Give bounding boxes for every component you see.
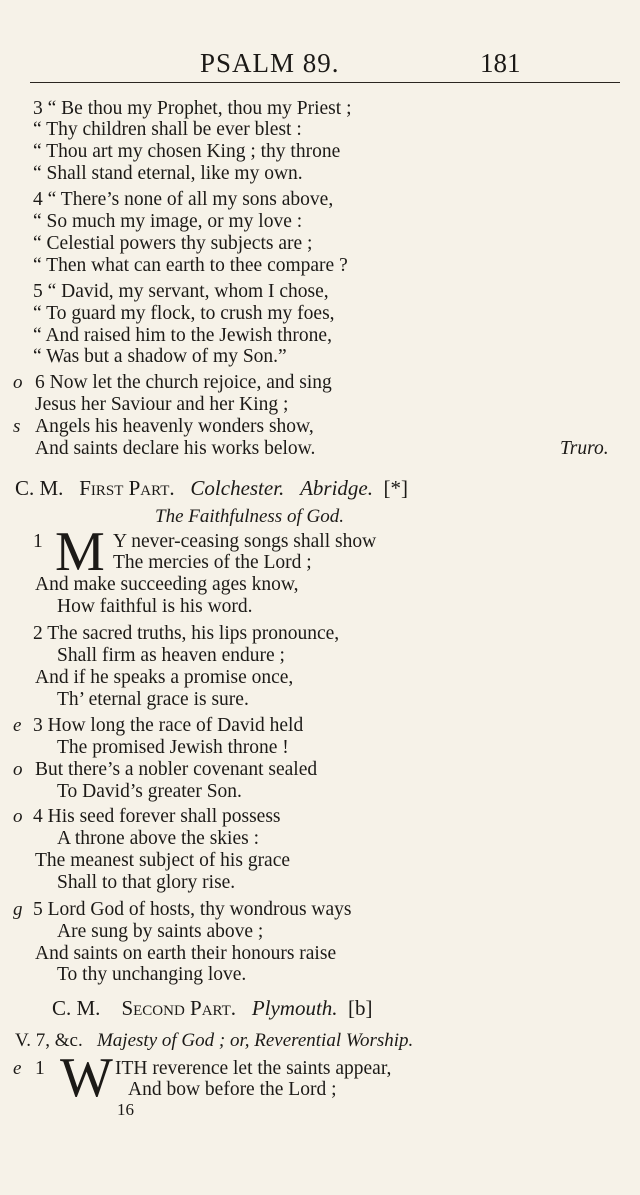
verse-line: 3 How long the race of David held [33, 715, 304, 736]
verse-line: 6 Now let the church rejoice, and sing [35, 372, 332, 393]
verse-line: “ And raised him to the Jewish throne, [33, 325, 332, 346]
dynamic-mark: e [13, 715, 22, 736]
verse-line: “ Thou art my chosen King ; thy throne [33, 141, 341, 162]
verse-line: The promised Jewish throne ! [57, 737, 289, 758]
verse-line: Y never-ceasing songs shall show [113, 531, 377, 552]
verse-line: 5 Lord God of hosts, thy wondrous ways [33, 899, 352, 920]
verse-line: To David’s greater Son. [57, 781, 242, 802]
verse-line: “ Thy children shall be ever blest : [33, 119, 302, 140]
verse-line: 4 His seed forever shall possess [33, 806, 281, 827]
verse-line: And saints declare his works below. [35, 438, 316, 459]
verse-line: “ Was but a shadow of my Son.” [33, 346, 287, 367]
section-heading [52, 995, 373, 1021]
verse-line: 3 “ Be thou my Prophet, thou my Priest ; [33, 98, 352, 119]
verse-line: “ To guard my flock, to crush my foes, [33, 303, 335, 324]
header-rule [30, 82, 620, 83]
part-label: First Part. [79, 476, 175, 500]
composer-name: Abridge. [300, 476, 373, 500]
key-mark: [*] [383, 476, 408, 500]
dynamic-mark: e [13, 1058, 22, 1079]
verse-line: And if he speaks a promise once, [35, 667, 294, 688]
verse-line: And make succeeding ages know, [35, 574, 299, 595]
dynamic-mark: o [13, 806, 23, 827]
tune-name: Truro. [560, 438, 609, 459]
verse-line: Jesus her Saviour and her King ; [35, 394, 289, 415]
verse-number: 1 [35, 1058, 45, 1079]
verse-line: But there’s a nobler covenant sealed [35, 759, 318, 780]
verse-line: And saints on earth their honours raise [35, 943, 337, 964]
verse-line: A throne above the skies : [57, 828, 259, 849]
meter: C. M. [15, 476, 64, 500]
hymn-subtitle: Majesty of God ; or, Reverential Worship. [96, 1030, 414, 1051]
verse-line: Shall to that glory rise. [57, 872, 236, 893]
tune-name: Colchester. [190, 476, 285, 500]
verse-line: The meanest subject of his grace [35, 850, 291, 871]
verse-line: And bow before the Lord ; [128, 1079, 337, 1100]
verse-line: 2 The sacred truths, his lips pronounce, [33, 623, 340, 644]
dynamic-mark: o [13, 372, 23, 393]
drop-cap: W [60, 1047, 113, 1109]
verse-line: How faithful is his word. [57, 596, 253, 617]
verse-line: “ Then what can earth to thee compare ? [33, 255, 348, 276]
verse-line: Angels his heavenly wonders show, [35, 416, 314, 437]
dynamic-mark: g [13, 899, 23, 920]
verse-line: Th’ eternal grace is sure. [57, 689, 249, 710]
verse-reference: V. 7, &c. [15, 1030, 83, 1051]
verse-line: “ Celestial powers thy subjects are ; [33, 233, 313, 254]
verse-line: “ So much my image, or my love : [33, 211, 303, 232]
verse-line: Are sung by saints above ; [57, 921, 264, 942]
page-header [0, 48, 640, 84]
verse-line: Shall firm as heaven endure ; [57, 645, 285, 666]
section-heading [15, 475, 408, 501]
meter: C. M. [52, 996, 101, 1020]
verse-line: To thy unchanging love. [57, 964, 247, 985]
dynamic-mark: s [13, 416, 21, 437]
verse-line: The mercies of the Lord ; [113, 552, 312, 573]
drop-cap: M [55, 521, 105, 583]
verse-line: 4 “ There’s none of all my sons above, [33, 189, 334, 210]
tune-name: Plymouth. [251, 996, 338, 1020]
signature-mark: 16 [117, 1100, 134, 1119]
page-number: 181 [480, 48, 521, 78]
verse-line: 5 “ David, my servant, whom I chose, [33, 281, 329, 302]
part-label: Second Part. [121, 996, 237, 1020]
running-title: PSALM 89. [200, 48, 340, 78]
verse-line: ITH reverence let the saints appear, [115, 1058, 392, 1079]
verse-number: 1 [33, 531, 43, 552]
hymn-subtitle: The Faithfulness of God. [155, 506, 344, 527]
verse-line: “ Shall stand eternal, like my own. [33, 163, 303, 184]
key-mark: [b] [348, 996, 373, 1020]
dynamic-mark: o [13, 759, 23, 780]
